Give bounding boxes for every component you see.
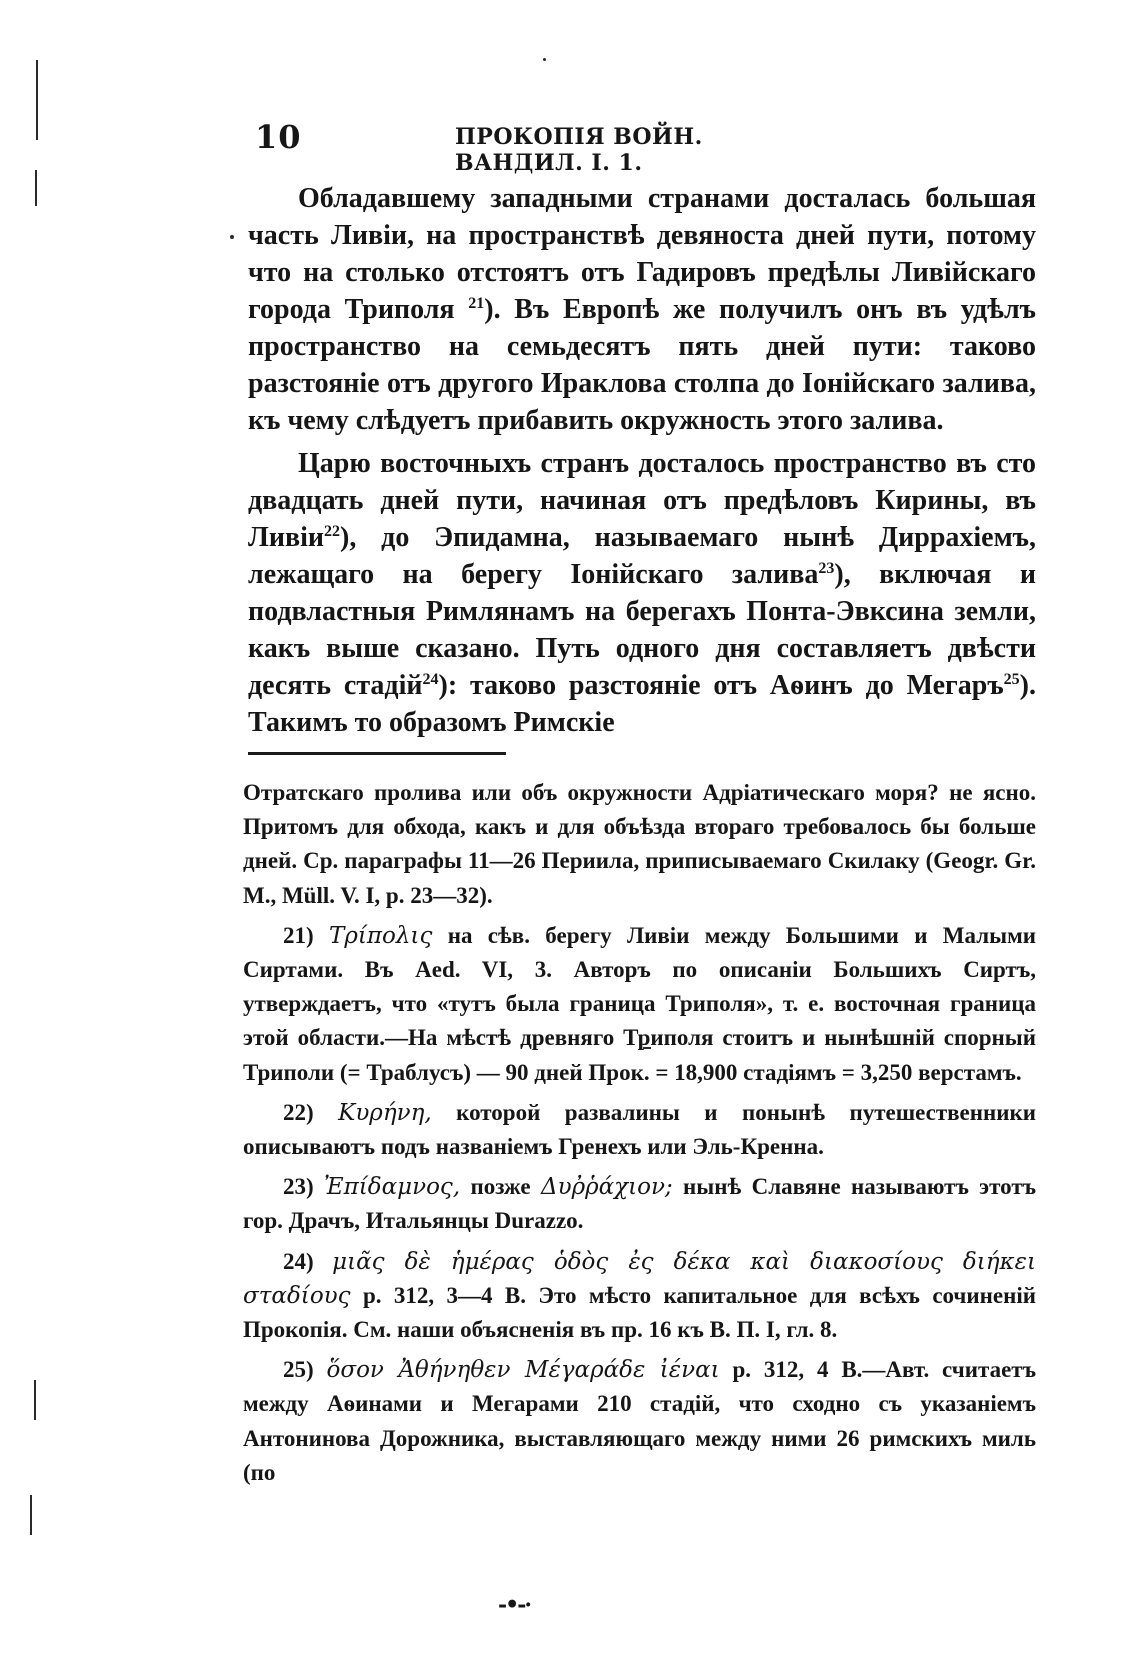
- greek-quote: μιᾶς δὲ ἡμέρας ὁδὸς ἐς δέκα καὶ διακοσίους διήκει σταδίους: [243, 1248, 1036, 1309]
- paragraph: Царю восточныхъ странъ досталось пространство въ сто двадцать дней пути, начиная отъ предѣловъ Кирины, въ Ливіи$^{22}$), до Эпидамна, называемаго нынѣ Диррахіемъ, лежащаго на берегу Іонійскаго залива$^{23}$), включая и подвластныя Римлянамъ на берегахъ Понта-Эвксина земли, какъ выше сказано. Путь одного дня составляетъ двѣсти десять стадій$^{24}$): таково разстояніе отъ Аѳинъ до Мегаръ$^{25}$). Такимъ то образомъ Римскіе: [248, 448, 1036, 738]
- running-head: ПРОКОПІЯ ВОЙН. ВАНДИЛ. І. 1.: [455, 124, 703, 176]
- scan-edge-mark: [36, 60, 38, 140]
- scan-edge-mark: [30, 1495, 32, 1535]
- footnote-separator: [248, 752, 506, 755]
- greek-term: Κυρήνη,: [338, 1099, 432, 1126]
- paragraph: Обладавшему западными странами досталась большая часть Ливіи, на пространствѣ девяноста дней пути, потому что на столько отстоятъ отъ Гадировъ предѣлы Ливійскаго города Триполя $^{21}$). Въ Европѣ же получилъ онъ въ удѣлъ пространство на семьдесятъ пять дней пути: таково разстояніе отъ другого Ираклова столпа до Іонійскаго залива, къ чему слѣдуетъ прибавить окружность этого залива.: [248, 183, 1036, 436]
- scan-edge-mark: [34, 1380, 36, 1420]
- scan-dot: [230, 235, 234, 239]
- scan-edge-mark: [35, 170, 37, 206]
- page-number: 10: [255, 118, 302, 156]
- footnote-ref: 22: [324, 523, 341, 540]
- page-end-mark: -•-·: [498, 1592, 530, 1618]
- page-header: [255, 118, 835, 176]
- main-text: [248, 180, 1036, 741]
- greek-quote: ὅσον Ἀθήνηθεν Μέγαράδε ἰέναι: [326, 1357, 720, 1384]
- footnote-label: 24): [283, 1248, 314, 1274]
- footnote-label: 25): [283, 1357, 314, 1383]
- footnote-24: 24) μιᾶς δὲ ἡμέρας ὁδὸς ἐς δέκα καὶ διακοσίους διήκει σταδίους p. 312, 3—4 B. Это мѣсто капитальное для всѣхъ сочиненій Прокопія. См. наши объясненія въ пр. 16 къ В. П. I, гл. 8.: [243, 1248, 1037, 1343]
- scan-dot: [543, 58, 546, 61]
- footnote-ref: 24: [422, 671, 439, 688]
- footnote-21: 21) Τρίπολις на сѣв. берегу Ливіи между Большими и Малыми Сиртами. Въ Aed. VI, 3. Авторъ по описаніи Большихъ Сиртъ, утверждаетъ, что «тутъ была граница Триполя», т. е. восточная граница этой области.—На мѣстѣ древняго Триполя стоитъ и нынѣшній спорный Триполи (= Траблусъ) — 90 дней Прок. = 18,900 стадіямъ = 3,250 верстамъ.: [243, 922, 1036, 1085]
- greek-term: Ἐπίδαμνος,: [324, 1174, 461, 1201]
- footnote-ref: 23: [818, 560, 835, 577]
- footnote-22: 22) Κυρήνη, которой развалины и понынѣ путешественники описываютъ подъ названіемъ Гренехъ или Эль-Кренна.: [243, 1099, 1037, 1160]
- footnote-ref: 25: [1003, 671, 1020, 688]
- footnote-label: 22): [283, 1099, 314, 1125]
- greek-term: Τρίπολις: [329, 922, 433, 949]
- footnote-23: 23) Ἐπίδαμνος, позже Δυῤῥάχιον; нынѣ Славяне называютъ этотъ гор. Драчъ, Итальянцы Durazzo.: [243, 1174, 1037, 1234]
- footnotes: [243, 776, 1036, 1490]
- footnote-label: 21): [283, 922, 314, 948]
- footnote-ref: 21: [468, 295, 485, 312]
- footnote-continuation: Отратскаго пролива или объ окружности Адріатическаго моря? не ясно. Притомъ для обхода, какъ и для объѣзда втораго требовалось бы больше дней. Ср. параграфы 11—26 Периила, приписываемаго Скилаку (Geogr. Gr. M., Müll. V. I, p. 23—32).: [243, 780, 1036, 908]
- footnote-25: 25) ὅσον Ἀθήνηθεν Μέγαράδε ἰέναι p. 312, 4 B.—Авт. считаетъ между Аѳинами и Мегарами 210 стадій, что сходно съ указаніемъ Антонинова Дорожника, выставляющаго между ними 26 римскихъ миль (по: [243, 1357, 1037, 1485]
- greek-term: Δυῤῥάχιον;: [540, 1174, 673, 1201]
- footnote-label: 23): [283, 1174, 314, 1200]
